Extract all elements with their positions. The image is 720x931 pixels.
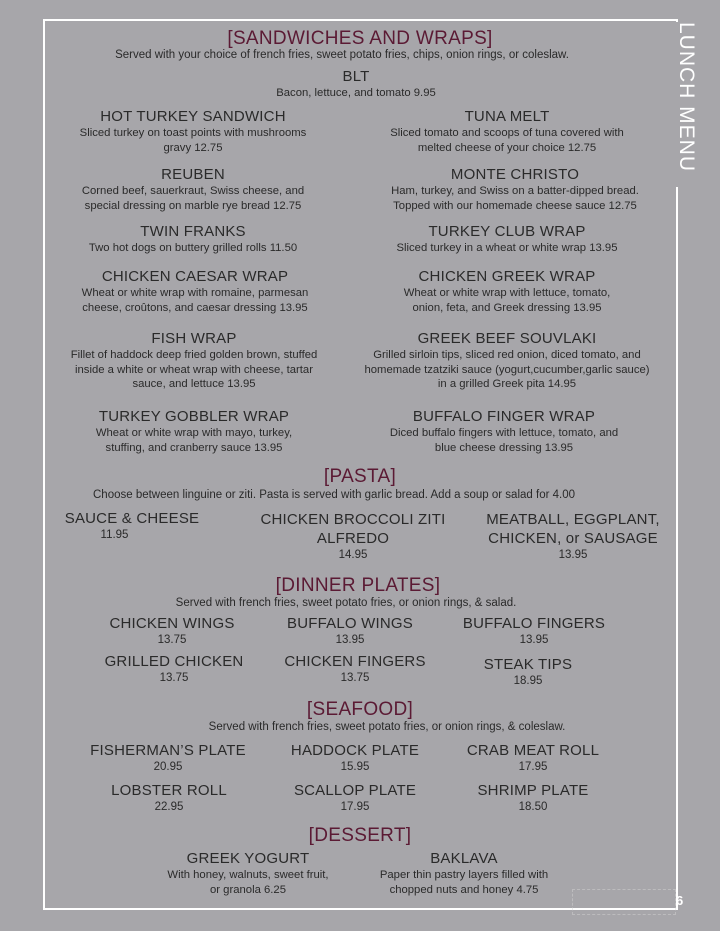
item-price: 17.95 bbox=[340, 801, 370, 813]
item-name: CHICKEN WINGS bbox=[109, 615, 235, 632]
pasta-subtitle: Choose between linguine or ziti. Pasta is served with garlic bread. Add a soup or salad for 4.00 bbox=[92, 489, 576, 501]
dinner-title: [DINNER PLATES] bbox=[275, 575, 441, 596]
item-name: SAUCE & CHEESE bbox=[64, 510, 200, 527]
menu-item bbox=[443, 656, 613, 688]
item-name: BUFFALO FINGER WRAP bbox=[412, 408, 596, 425]
item-name: MEATBALL, EGGPLANT, CHICKEN, or SAUSAGE bbox=[486, 511, 660, 547]
item-name: TUNA MELT bbox=[464, 108, 550, 125]
item-price: 14.95 bbox=[338, 549, 368, 561]
menu-item bbox=[449, 615, 619, 647]
menu-item bbox=[448, 742, 618, 774]
item-price: 13.75 bbox=[340, 672, 370, 684]
menu-item bbox=[63, 223, 323, 256]
menu-item bbox=[78, 742, 258, 774]
item-name: CHICKEN FINGERS bbox=[284, 653, 426, 670]
menu-item bbox=[448, 782, 618, 814]
menu-item bbox=[87, 615, 257, 647]
item-desc: Bacon, lettuce, and tomato 9.95 bbox=[276, 87, 436, 99]
menu-item bbox=[265, 615, 435, 647]
menu-item-blt bbox=[236, 68, 476, 101]
item-name: STEAK TIPS bbox=[483, 656, 573, 673]
menu-item bbox=[364, 850, 564, 897]
item-desc: Two hot dogs on buttery grilled rolls 11.50 bbox=[88, 242, 298, 254]
item-name: TURKEY CLUB WRAP bbox=[428, 223, 586, 240]
item-desc: Sliced turkey on toast points with mushrooms gravy 12.75 bbox=[79, 127, 307, 154]
menu-item bbox=[79, 408, 309, 455]
item-desc: Diced buffalo fingers with lettuce, tomato, and blue cheese dressing 13.95 bbox=[389, 427, 619, 454]
item-price: 18.50 bbox=[518, 801, 548, 813]
item-desc: Corned beef, sauerkraut, Swiss cheese, and special dressing on marble rye bread 12.75 bbox=[81, 185, 305, 212]
sandwiches-subtitle: Served with your choice of french fries, sweet potato fries, chips, onion rings, or coleslaw. bbox=[115, 49, 569, 61]
side-title: LUNCH MENU bbox=[671, 22, 701, 187]
page-number: 6 bbox=[676, 893, 684, 908]
menu-item bbox=[481, 510, 666, 562]
item-price: 13.75 bbox=[157, 634, 187, 646]
menu-item bbox=[73, 108, 313, 155]
item-price: 17.95 bbox=[518, 761, 548, 773]
menu-item bbox=[270, 653, 440, 685]
item-desc: Wheat or white wrap with romaine, parmesan cheese, croûtons, and caesar dressing 13.95 bbox=[81, 287, 309, 314]
item-name: HADDOCK PLATE bbox=[290, 742, 420, 759]
sandwiches-title: [SANDWICHES AND WRAPS] bbox=[227, 28, 493, 49]
item-name: BAKLAVA bbox=[430, 850, 498, 867]
menu-item bbox=[389, 408, 619, 455]
menu-item bbox=[84, 782, 254, 814]
dessert-title: [DESSERT] bbox=[308, 825, 412, 846]
item-price: 13.95 bbox=[335, 634, 365, 646]
item-name: HOT TURKEY SANDWICH bbox=[100, 108, 286, 125]
menu-item bbox=[377, 223, 637, 256]
item-name: CRAB MEAT ROLL bbox=[466, 742, 600, 759]
item-desc: Wheat or white wrap with mayo, turkey, stuffing, and cranberry sauce 13.95 bbox=[95, 427, 293, 454]
dinner-subtitle: Served with french fries, sweet potato fries, or onion rings, & salad. bbox=[175, 597, 517, 609]
item-price: 13.95 bbox=[519, 634, 549, 646]
menu-item bbox=[270, 742, 440, 774]
item-name: SHRIMP PLATE bbox=[477, 782, 589, 799]
menu-item bbox=[89, 653, 259, 685]
seafood-subtitle: Served with french fries, sweet potato fries, or onion rings, & coleslaw. bbox=[208, 721, 566, 733]
item-price: 22.95 bbox=[154, 801, 184, 813]
menu-item bbox=[270, 782, 440, 814]
seafood-title: [SEAFOOD] bbox=[306, 699, 414, 720]
item-desc: Fillet of haddock deep fried golden brown, stuffed inside a white or wheat wrap with cheese, tartar sauce, and lettuce 13.95 bbox=[70, 349, 318, 390]
item-price: 11.95 bbox=[100, 529, 129, 541]
menu-item bbox=[69, 330, 319, 392]
pasta-title: [PASTA] bbox=[323, 466, 397, 487]
item-desc: Sliced tomato and scoops of tuna covered with melted cheese of your choice 12.75 bbox=[390, 127, 624, 154]
item-desc: Wheat or white wrap with lettuce, tomato, onion, feta, and Greek dressing 13.95 bbox=[403, 287, 611, 314]
item-name: BUFFALO FINGERS bbox=[462, 615, 606, 632]
item-desc: Ham, turkey, and Swiss on a batter-dipped bread. Topped with our homemade cheese sauce 12.75 bbox=[391, 185, 639, 212]
item-price: 18.95 bbox=[513, 675, 543, 687]
item-name: BUFFALO WINGS bbox=[287, 615, 413, 632]
item-desc: With honey, walnuts, sweet fruit, or granola 6.25 bbox=[167, 869, 329, 896]
item-desc: Grilled sirloin tips, sliced red onion, diced tomato, and homemade tzatziki sauce (yogurt,cucumber,garlic sauce) in a grilled Greek pita 14.95 bbox=[364, 349, 650, 390]
item-name: SCALLOP PLATE bbox=[293, 782, 417, 799]
menu-item bbox=[378, 166, 653, 213]
item-price: 13.95 bbox=[558, 549, 588, 561]
menu-item bbox=[52, 510, 212, 542]
item-name: FISHERMAN’S PLATE bbox=[90, 742, 246, 759]
item-desc: Paper thin pastry layers filled with chopped nuts and honey 4.75 bbox=[379, 869, 549, 896]
item-name: TURKEY GOBBLER WRAP bbox=[98, 408, 290, 425]
item-name: GRILLED CHICKEN bbox=[104, 653, 244, 670]
item-price: 15.95 bbox=[340, 761, 370, 773]
item-name: BLT bbox=[342, 68, 370, 85]
item-name: GREEK YOGURT bbox=[186, 850, 310, 867]
menu-item bbox=[68, 166, 318, 213]
item-name: CHICKEN GREEK WRAP bbox=[418, 268, 596, 285]
item-desc: Sliced turkey in a wheat or white wrap 13.95 bbox=[396, 242, 618, 254]
menu-item bbox=[258, 510, 448, 562]
menu-item bbox=[70, 268, 320, 315]
item-name: CHICKEN BROCCOLI ZITI ALFREDO bbox=[260, 511, 446, 547]
menu-item bbox=[382, 108, 632, 155]
menu-item bbox=[362, 330, 652, 392]
item-name: MONTE CHRISTO bbox=[450, 166, 580, 183]
menu-item bbox=[387, 268, 627, 315]
item-name: GREEK BEEF SOUVLAKI bbox=[417, 330, 597, 347]
item-name: LOBSTER ROLL bbox=[111, 782, 227, 799]
item-price: 13.75 bbox=[159, 672, 189, 684]
item-name: FISH WRAP bbox=[151, 330, 237, 347]
watermark bbox=[572, 889, 676, 915]
item-price: 20.95 bbox=[153, 761, 183, 773]
item-name: CHICKEN CAESAR WRAP bbox=[101, 268, 289, 285]
item-name: TWIN FRANKS bbox=[140, 223, 246, 240]
item-name: REUBEN bbox=[161, 166, 225, 183]
menu-item bbox=[163, 850, 333, 897]
